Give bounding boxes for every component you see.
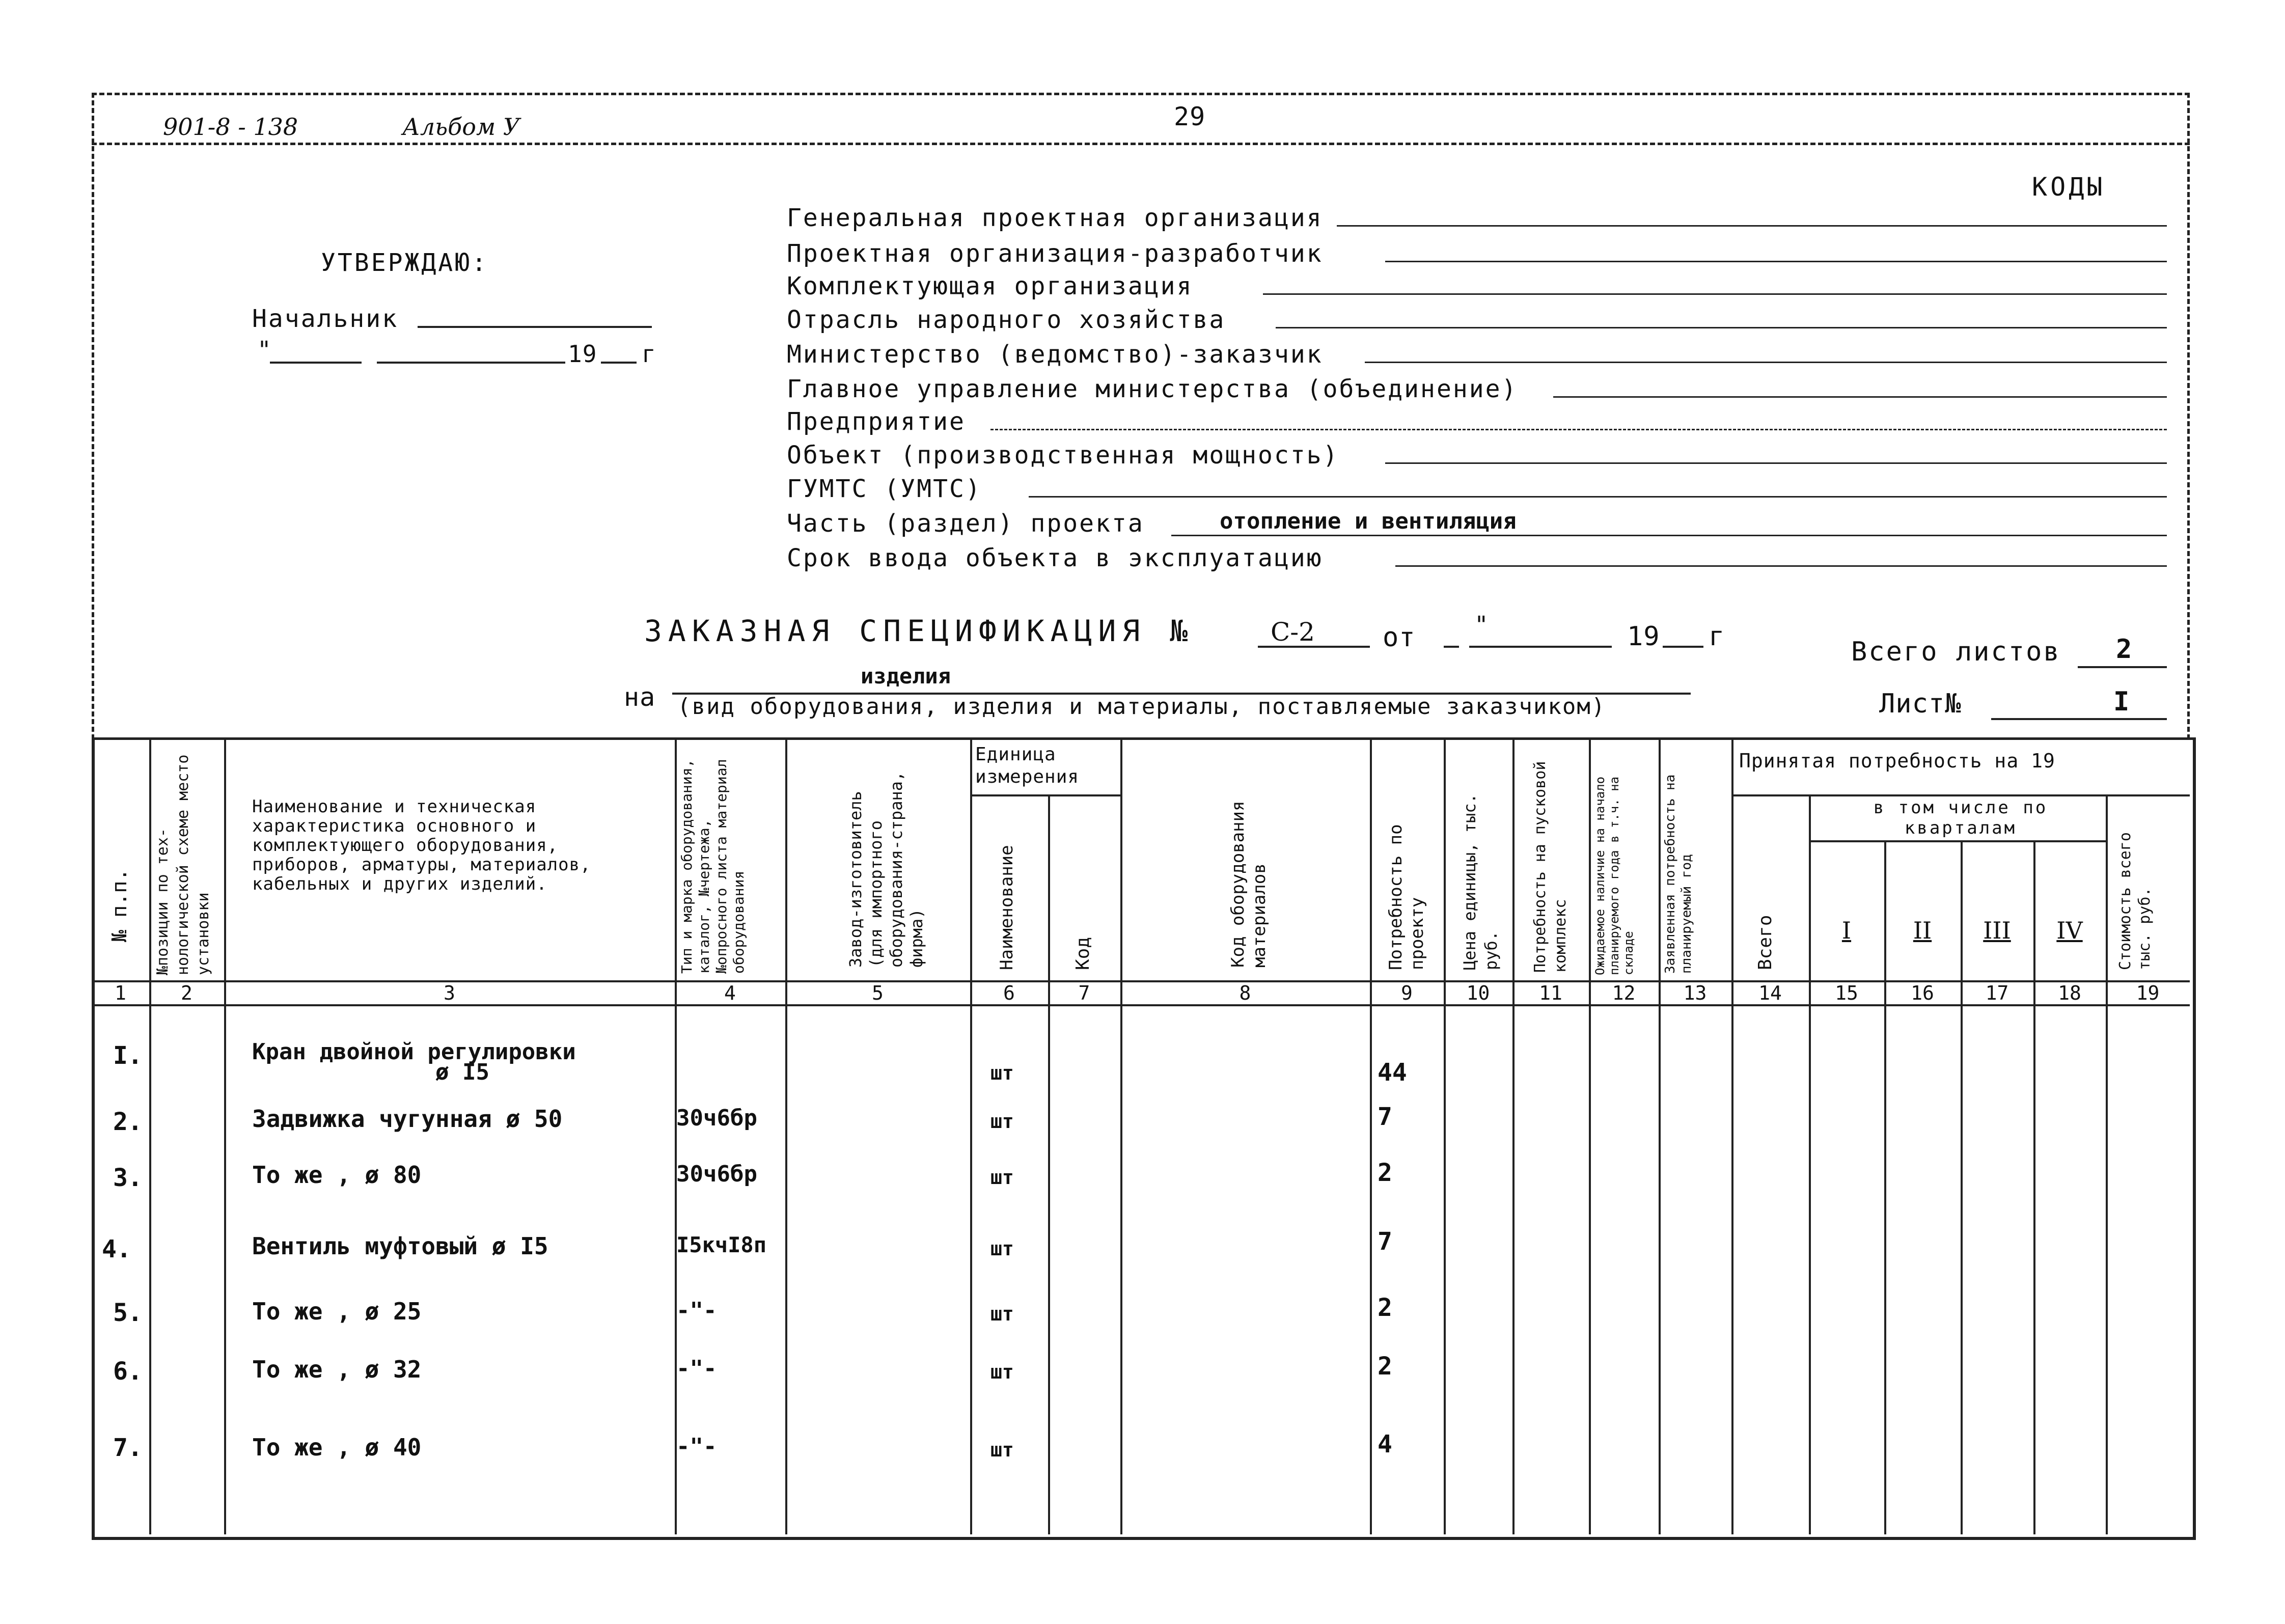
row-2-qty: 7 bbox=[1378, 1103, 1392, 1131]
row-2-type: 30ч6бр bbox=[676, 1105, 757, 1131]
header-col16: II bbox=[1913, 917, 1932, 944]
col-divider bbox=[675, 737, 677, 1534]
col-divider bbox=[970, 737, 972, 1534]
row-5-number: 5. bbox=[113, 1299, 143, 1327]
field-commissioning-date: Срок ввода объекта в эксплуатацию bbox=[787, 544, 1323, 572]
col-divider bbox=[1120, 737, 1122, 1534]
header-col1: № п.п. bbox=[108, 868, 131, 942]
colnum-10: 10 bbox=[1466, 982, 1490, 1004]
row-7-unit: шт bbox=[990, 1439, 1014, 1461]
approval-year-suffix: г bbox=[642, 340, 656, 368]
header-col19: Стоимость всего тыс. руб. bbox=[2116, 832, 2154, 970]
col-divider bbox=[149, 737, 151, 1534]
row-4-name: Вентиль муфтовый ø I5 bbox=[252, 1232, 548, 1260]
frame-left-border bbox=[92, 93, 94, 739]
col-divider bbox=[1370, 737, 1372, 1534]
col-divider bbox=[1961, 840, 1963, 1534]
spec-year-line bbox=[1663, 646, 1703, 648]
codes-label: КОДЫ bbox=[2032, 172, 2106, 202]
colnum-5: 5 bbox=[872, 982, 884, 1004]
field-general-org-line bbox=[1337, 225, 2167, 227]
field-object-line bbox=[1385, 462, 2167, 464]
row-2-name: Задвижка чугунная ø 50 bbox=[252, 1105, 563, 1133]
row-3-unit: шт bbox=[990, 1166, 1014, 1189]
row-4-qty: 7 bbox=[1378, 1227, 1392, 1256]
field-enterprise: Предприятие bbox=[787, 407, 966, 436]
header-unit-group: Единица измерения bbox=[975, 744, 1080, 787]
header-col8: Код оборудования материалов bbox=[1228, 801, 1270, 968]
row-6-type: -"- bbox=[676, 1356, 717, 1382]
header-col4: Тип и марка оборудования, каталог, №чертежа, №опросного листа материал оборудования bbox=[678, 759, 747, 974]
header-col9: Потребность по проекту bbox=[1386, 824, 1427, 970]
unit-group-divider bbox=[970, 794, 1120, 796]
spec-number: С-2 bbox=[1271, 617, 1315, 647]
total-sheets-value: 2 bbox=[2116, 634, 2132, 665]
row-5-name: То же , ø 25 bbox=[252, 1298, 422, 1325]
sheet-no-line bbox=[1991, 718, 2167, 720]
total-sheets-label: Всего листов bbox=[1851, 637, 2061, 667]
field-project-part-value: отопление и вентиляция bbox=[1220, 508, 1517, 534]
total-sheets-line bbox=[2078, 666, 2167, 668]
colnum-17: 17 bbox=[1985, 982, 2009, 1004]
colnum-9: 9 bbox=[1401, 982, 1413, 1004]
header-quarters-group: в том числе по кварталам bbox=[1873, 797, 2048, 838]
header-col17: III bbox=[1983, 917, 2011, 944]
colnum-2: 2 bbox=[181, 982, 192, 1004]
colnum-12: 12 bbox=[1612, 982, 1636, 1004]
col-divider bbox=[1884, 840, 1886, 1534]
row-6-qty: 2 bbox=[1378, 1352, 1392, 1381]
sheet-no-label: Лист№ bbox=[1879, 689, 1962, 719]
field-industry-line bbox=[1276, 327, 2167, 328]
page-number: 29 bbox=[1174, 102, 1206, 131]
field-project-part: Часть (раздел) проекта bbox=[787, 509, 1144, 538]
row-3-number: 3. bbox=[113, 1164, 143, 1192]
colnum-bottom-line bbox=[92, 1004, 2190, 1006]
header-col6: Наименование bbox=[997, 845, 1017, 970]
field-enterprise-line bbox=[990, 429, 2167, 430]
spec-product-type: изделия bbox=[861, 664, 951, 689]
field-project-part-line bbox=[1171, 535, 2167, 536]
accepted-group-divider bbox=[1731, 794, 2190, 796]
field-main-directorate-line bbox=[1553, 396, 2167, 398]
approval-date-quote: " bbox=[257, 336, 272, 364]
spec-na-label: на bbox=[624, 682, 656, 712]
col-divider bbox=[1731, 737, 1733, 1534]
header-col12: Ожидаемое наличие на начало планируемого года в т.ч. на складе bbox=[1593, 776, 1636, 975]
row-4-unit: шт bbox=[990, 1237, 1014, 1260]
colnum-18: 18 bbox=[2058, 982, 2081, 1004]
field-supplier-org-line bbox=[1263, 293, 2167, 295]
row-4-type: I5кчI8п bbox=[676, 1232, 767, 1257]
field-main-directorate: Главное управление министерства (объединение) bbox=[787, 375, 1518, 403]
row-2-number: 2. bbox=[113, 1108, 143, 1136]
col-divider bbox=[224, 737, 226, 1534]
colnum-15: 15 bbox=[1835, 982, 1858, 1004]
spec-from-label: от bbox=[1383, 622, 1416, 653]
field-ministry-line bbox=[1365, 362, 2167, 363]
field-commissioning-date-line bbox=[1395, 565, 2167, 567]
spec-title: ЗАКАЗНАЯ СПЕЦИФИКАЦИЯ № bbox=[644, 614, 1194, 648]
col-divider bbox=[1048, 794, 1050, 1534]
header-col13: Заявленная потребность на планируемый год bbox=[1663, 774, 1694, 974]
header-col5: Завод-изготовитель (для импортного оборудования-страна, фирма) bbox=[846, 771, 926, 968]
row-7-name: То же , ø 40 bbox=[252, 1434, 422, 1461]
approval-signature-line bbox=[418, 326, 652, 328]
spec-month-line bbox=[1469, 646, 1612, 648]
col-divider bbox=[1659, 737, 1661, 1534]
field-general-org: Генеральная проектная организация bbox=[787, 204, 1323, 232]
approval-month-line bbox=[377, 362, 565, 364]
field-object: Объект (производственная мощность) bbox=[787, 441, 1339, 470]
row-6-name: То же , ø 32 bbox=[252, 1356, 422, 1383]
header-col3: Наименование и техническая характеристика основного и комплектующего оборудования, приборов, арматуры, материалов, кабельных и других изделий. bbox=[252, 796, 591, 894]
row-4-number: 4. bbox=[102, 1235, 131, 1263]
approval-day-line bbox=[270, 362, 362, 364]
header-accepted-group: Принятая потребность на 19 bbox=[1739, 750, 2055, 772]
spec-number-line bbox=[1258, 646, 1370, 648]
header-col7: Код bbox=[1072, 937, 1093, 970]
frame-right-border bbox=[2187, 93, 2190, 739]
spec-year-suffix: г bbox=[1709, 621, 1725, 652]
field-industry: Отрасль народного хозяйства bbox=[787, 306, 1226, 334]
approval-position: Начальник bbox=[252, 305, 399, 333]
frame-header-divider bbox=[92, 143, 2190, 145]
colnum-13: 13 bbox=[1683, 982, 1707, 1004]
header-col15: I bbox=[1841, 917, 1852, 944]
colnum-11: 11 bbox=[1539, 982, 1562, 1004]
header-col2: №позиции по тех-нологической схеме место установки bbox=[154, 754, 212, 975]
colnum-4: 4 bbox=[724, 982, 736, 1004]
row-2-unit: шт bbox=[990, 1110, 1014, 1133]
colnum-14: 14 bbox=[1758, 982, 1782, 1004]
colnum-8: 8 bbox=[1239, 982, 1251, 1004]
row-1-name-line2: ø I5 bbox=[435, 1059, 489, 1085]
spec-product-caption: (вид оборудования, изделия и материалы, поставляемые заказчиком) bbox=[677, 694, 1606, 720]
row-7-number: 7. bbox=[113, 1434, 143, 1462]
frame-top-border bbox=[92, 93, 2190, 95]
row-5-qty: 2 bbox=[1378, 1293, 1392, 1322]
colnum-16: 16 bbox=[1911, 982, 1934, 1004]
row-6-number: 6. bbox=[113, 1357, 143, 1386]
row-3-name: То же , ø 80 bbox=[252, 1161, 422, 1189]
row-3-type: 30ч6бр bbox=[676, 1161, 757, 1187]
approval-title: УТВЕРЖДАЮ: bbox=[321, 249, 488, 277]
colnum-1: 1 bbox=[115, 982, 126, 1004]
header-col14: Всего bbox=[1755, 915, 1776, 970]
col-divider bbox=[2033, 840, 2035, 1534]
col-divider bbox=[1444, 737, 1446, 1534]
row-7-qty: 4 bbox=[1378, 1430, 1392, 1458]
header-col18: IV bbox=[2056, 917, 2083, 944]
quarters-group-divider bbox=[1809, 840, 2106, 842]
spec-year: 19 bbox=[1627, 621, 1660, 652]
field-supplier-org: Комплектующая организация bbox=[787, 272, 1193, 300]
field-ministry: Министерство (ведомство)-заказчик bbox=[787, 340, 1323, 369]
colnum-6: 6 bbox=[1003, 982, 1015, 1004]
row-1-name: Кран двойной регулировки bbox=[252, 1039, 576, 1065]
row-7-type: -"- bbox=[676, 1434, 717, 1460]
col-divider bbox=[1589, 737, 1591, 1534]
header-col11: Потребность на пусковой комплекс bbox=[1531, 761, 1570, 973]
approval-year: 19 bbox=[568, 340, 597, 368]
row-5-type: -"- bbox=[676, 1298, 717, 1324]
row-3-qty: 2 bbox=[1378, 1159, 1392, 1187]
field-gumts-line bbox=[1029, 496, 2167, 498]
row-1-qty: 44 bbox=[1378, 1058, 1407, 1087]
header-col10: Цена единицы, тыс. руб. bbox=[1460, 793, 1501, 970]
col-divider bbox=[2106, 794, 2108, 1534]
field-developer-org: Проектная организация-разработчик bbox=[787, 239, 1323, 268]
spec-date-quote: " bbox=[1474, 611, 1489, 639]
spec-day-line bbox=[1444, 646, 1459, 648]
colnum-19: 19 bbox=[2136, 982, 2160, 1004]
row-1-unit: шт bbox=[990, 1062, 1014, 1084]
col-divider bbox=[1809, 794, 1811, 1534]
doc-code: 901-8 - 138 bbox=[163, 113, 298, 141]
album-label: Альбом У bbox=[402, 113, 520, 141]
col-divider bbox=[1512, 737, 1515, 1534]
colnum-7: 7 bbox=[1078, 982, 1090, 1004]
sheet-no-value: I bbox=[2113, 686, 2130, 717]
row-1-number: I. bbox=[113, 1041, 143, 1070]
colnum-3: 3 bbox=[444, 982, 455, 1004]
field-gumts: ГУМТС (УМТС) bbox=[787, 475, 982, 503]
field-developer-org-line bbox=[1385, 261, 2167, 262]
row-5-unit: шт bbox=[990, 1303, 1014, 1325]
row-6-unit: шт bbox=[990, 1361, 1014, 1383]
approval-year-line bbox=[601, 362, 637, 364]
col-divider bbox=[785, 737, 787, 1534]
